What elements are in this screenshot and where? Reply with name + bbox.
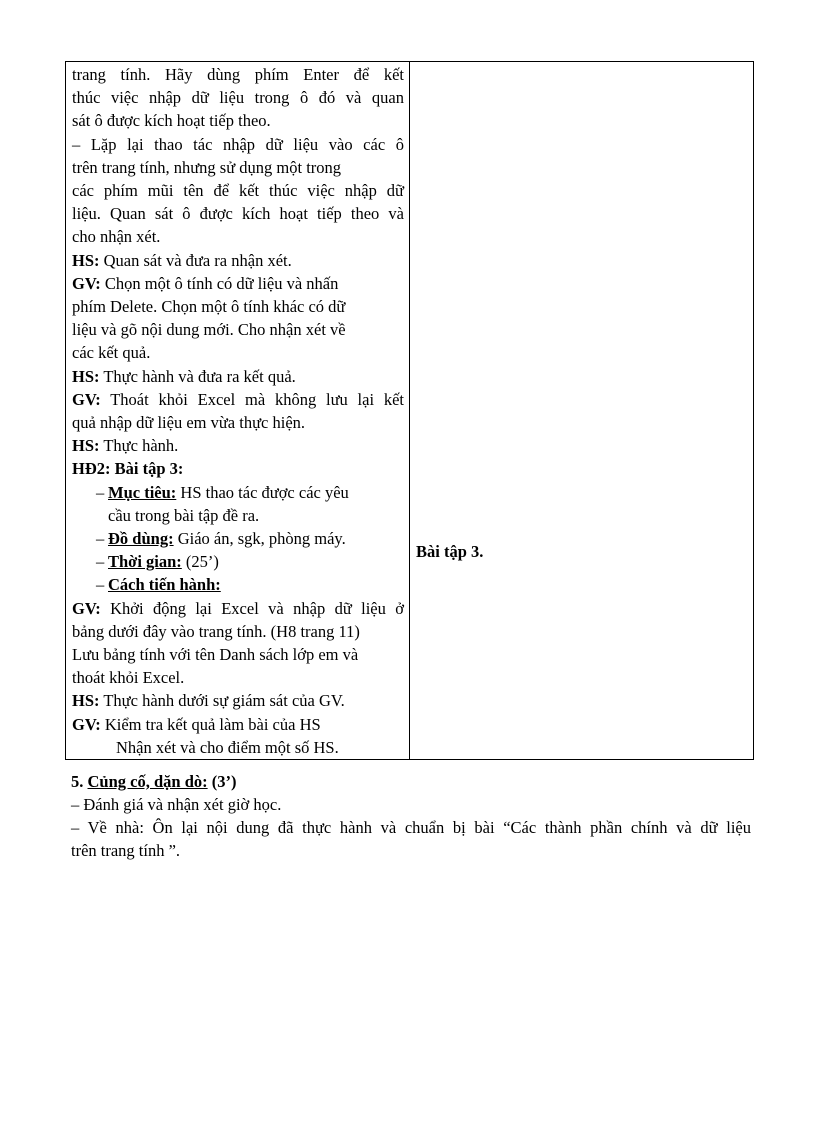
gv-label: GV: — [72, 714, 101, 734]
summary-section — [71, 770, 751, 862]
dash-bullet: – — [96, 575, 105, 595]
item-label: Cách tiến hành: — [108, 575, 221, 595]
paragraph-line: trên trang tính ”. — [71, 841, 181, 860]
hs-text: Quan sát và đưa ra nhận xét. — [99, 250, 292, 270]
table-row — [66, 62, 754, 760]
student-line — [72, 689, 404, 712]
item-text: (25’) — [181, 552, 219, 572]
student-line — [72, 434, 404, 457]
exercise-label: Bài tập 3. — [416, 542, 484, 561]
paragraph-line: – Về nhà: Ôn lại nội dung đã thực hành và chuẩn bị bài “Các thành phần chính và dữ liệu — [71, 818, 751, 837]
paragraph-line: liệu và gõ nội dung mới. Cho nhận xét về — [72, 320, 346, 340]
content-column — [410, 62, 754, 760]
list-item-continuation: cầu trong bài tập đề ra. — [108, 505, 260, 525]
paragraph-line: cho nhận xét. — [72, 227, 161, 247]
paragraph-line: liệu. Quan sát ô được kích hoạt tiếp theo và — [72, 204, 404, 224]
paragraph-line: phím Delete. Chọn một ô tính khác có dữ — [72, 297, 346, 317]
gv-label: GV: — [72, 389, 101, 409]
paragraph-line: trang tính. Hãy dùng phím Enter để kết — [72, 65, 404, 84]
item-text: HS thao tác được các yêu — [176, 482, 349, 502]
item-text: Giáo án, sgk, phòng máy. — [173, 529, 346, 549]
gv-text: Kiểm tra kết quả làm bài của HS — [100, 714, 321, 734]
dash-bullet: – — [96, 552, 105, 572]
teacher-line — [72, 713, 404, 736]
paragraph-line: Lưu bảng tính với tên Danh sách lớp em và — [72, 645, 359, 665]
teacher-line — [72, 597, 404, 620]
paragraph-line: quả nhập dữ liệu em vừa thực hiện. — [72, 413, 306, 433]
teacher-line — [72, 272, 404, 295]
paragraph-line: các kết quả. — [72, 343, 151, 363]
hs-label: HS: — [72, 250, 100, 270]
hs-label: HS: — [72, 366, 100, 386]
list-item — [72, 573, 404, 596]
hs-text: Thực hành và đưa ra kết quả. — [99, 366, 296, 386]
item-label: Đồ dùng: — [108, 529, 174, 549]
hs-label: HS: — [72, 691, 100, 711]
item-label: Thời gian: — [108, 552, 182, 572]
paragraph-line: thúc việc nhập dữ liệu trong ô đó và quan — [72, 88, 404, 108]
paragraph-line: – Lặp lại thao tác nhập dữ liệu vào các ô — [72, 134, 404, 154]
section-title: Củng cố, dặn dò: — [87, 772, 208, 791]
student-line — [72, 249, 404, 272]
activity-heading: HĐ2: Bài tập 3: — [72, 459, 184, 479]
gv-text: Khởi động lại Excel và nhập dữ liệu ở — [100, 598, 404, 618]
activity-column — [66, 62, 410, 760]
paragraph-line: Nhận xét và cho điểm một số HS. — [116, 737, 339, 757]
dash-bullet: – — [96, 529, 105, 549]
gv-text: Chọn một ô tính có dữ liệu và nhấn — [100, 273, 339, 293]
paragraph-line: các phím mũi tên để kết thúc việc nhập dữ — [72, 181, 404, 201]
paragraph-line: bảng dưới đây vào trang tính. (H8 trang 11) — [72, 621, 360, 641]
list-item — [72, 481, 404, 504]
teacher-line — [72, 388, 404, 411]
student-line — [72, 365, 404, 388]
section-heading: 5. Củng cố, dặn dò: (3’) — [71, 772, 237, 791]
hs-text: Thực hành dưới sự giám sát của GV. — [99, 691, 345, 711]
gv-label: GV: — [72, 598, 101, 618]
paragraph-line: sát ô được kích hoạt tiếp theo. — [72, 111, 271, 131]
list-item — [72, 527, 404, 550]
gv-text: Thoát khỏi Excel mà không lưu lại kết — [100, 389, 404, 409]
gv-label: GV: — [72, 273, 101, 293]
paragraph-line: trên trang tính, nhưng sử dụng một trong — [72, 157, 342, 177]
dash-bullet: – — [96, 482, 105, 502]
hs-text: Thực hành. — [99, 436, 179, 456]
paragraph-line: thoát khỏi Excel. — [72, 668, 185, 688]
lesson-table — [65, 61, 754, 760]
list-item — [72, 550, 404, 573]
paragraph-line: – Đánh giá và nhận xét giờ học. — [71, 795, 282, 814]
hs-label: HS: — [72, 436, 100, 456]
item-label: Mục tiêu: — [108, 482, 177, 502]
section-time: (3’) — [207, 772, 237, 791]
